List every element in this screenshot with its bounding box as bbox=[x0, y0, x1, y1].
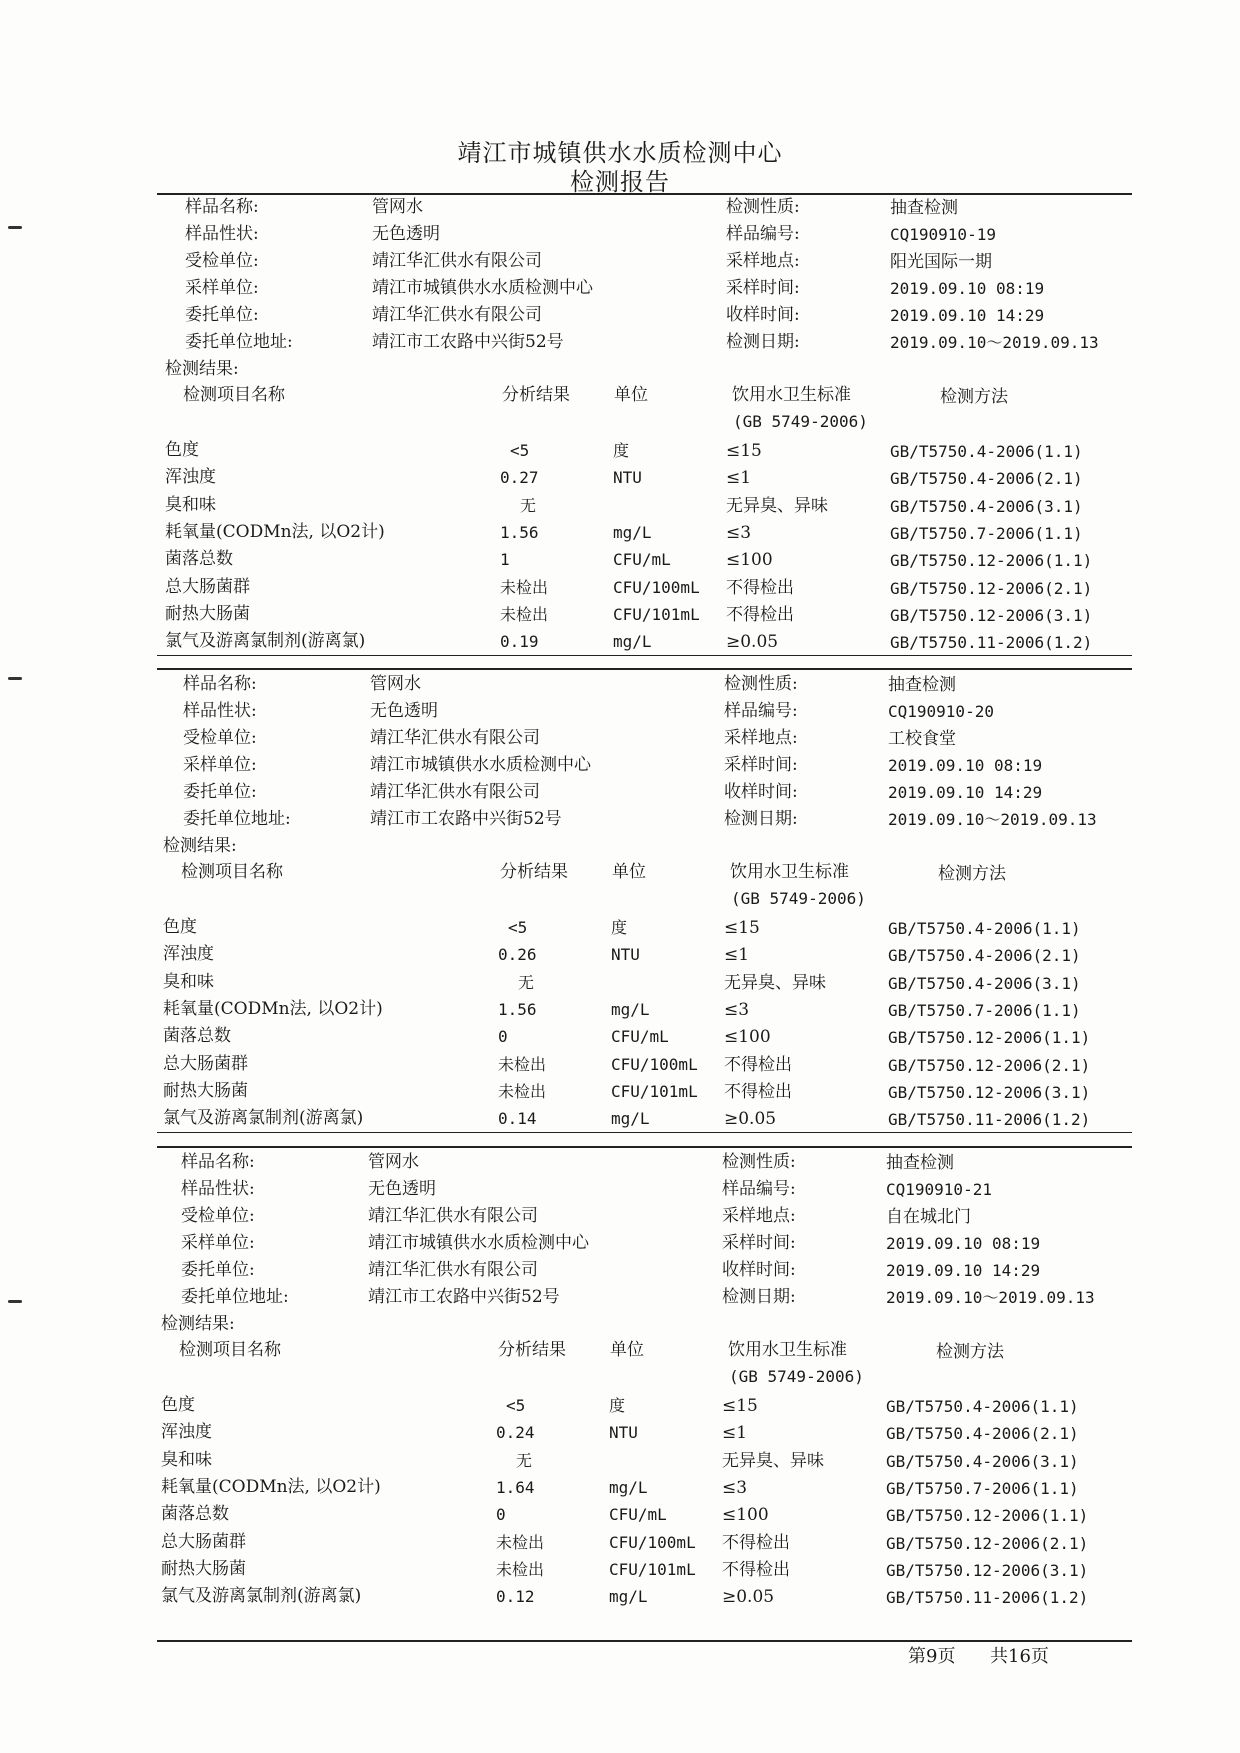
row-method: GB/T5750.4-2006(3.1) bbox=[886, 1451, 1079, 1471]
row-result: 0 bbox=[498, 1027, 508, 1047]
sample-section bbox=[0, 1148, 1236, 1628]
label-sampling-unit: 采样单位: bbox=[183, 755, 257, 775]
value-sampling-time: 2019.09.10 08:19 bbox=[888, 756, 1043, 775]
row-result: 无 bbox=[518, 972, 535, 992]
value-sampling-time: 2019.09.10 08:19 bbox=[886, 1234, 1041, 1253]
value-client-address: 靖江市工农路中兴街52号 bbox=[372, 332, 564, 352]
row-standard: 不得检出 bbox=[726, 604, 794, 625]
row-item: 色度 bbox=[165, 440, 199, 460]
value-sample-state: 无色透明 bbox=[370, 701, 438, 721]
row-method: GB/T5750.12-2006(3.1) bbox=[888, 1082, 1091, 1102]
value-sample-no: CQ190910-21 bbox=[886, 1180, 992, 1199]
label-sampling-time: 采样时间: bbox=[722, 1233, 796, 1253]
row-item: 总大肠菌群 bbox=[165, 576, 250, 597]
row-item: 氯气及游离氯制剂(游离氯) bbox=[165, 631, 366, 652]
value-inspected-unit: 靖江华汇供水有限公司 bbox=[368, 1206, 538, 1226]
label-sampling-time: 采样时间: bbox=[724, 755, 798, 775]
row-standard: 无异臭、异味 bbox=[722, 1450, 824, 1471]
row-method: GB/T5750.4-2006(2.1) bbox=[888, 946, 1081, 966]
row-standard: 不得检出 bbox=[722, 1532, 790, 1553]
row-result: 0.24 bbox=[496, 1423, 535, 1443]
value-sampling-unit: 靖江市城镇供水水质检测中心 bbox=[372, 278, 593, 298]
row-result: <5 bbox=[508, 918, 528, 937]
row-standard: ≤1 bbox=[722, 1423, 748, 1444]
row-method: GB/T5750.12-2006(3.1) bbox=[890, 605, 1093, 625]
row-result: 未检出 bbox=[500, 577, 549, 597]
label-inspected-unit: 受检单位: bbox=[183, 728, 257, 748]
value-test-date: 2019.09.10～2019.09.13 bbox=[890, 333, 1099, 352]
row-standard: ≤3 bbox=[722, 1477, 748, 1498]
label-client-address: 委托单位地址: bbox=[183, 809, 291, 829]
value-client-address: 靖江市工农路中兴街52号 bbox=[368, 1287, 560, 1307]
row-standard: ≤15 bbox=[726, 441, 762, 461]
row-method: GB/T5750.4-2006(1.1) bbox=[890, 442, 1083, 461]
row-standard: ≤3 bbox=[726, 522, 752, 543]
row-result: 0.26 bbox=[498, 945, 537, 965]
label-sample-no: 样品编号: bbox=[724, 701, 798, 721]
value-sample-name: 管网水 bbox=[368, 1152, 419, 1172]
row-unit: mg/L bbox=[611, 999, 650, 1019]
row-method: GB/T5750.12-2006(1.1) bbox=[890, 551, 1093, 571]
col-header-standard: 饮用水卫生标准 bbox=[730, 862, 849, 882]
row-method: GB/T5750.4-2006(1.1) bbox=[886, 1397, 1079, 1416]
value-sampling-time: 2019.09.10 08:19 bbox=[890, 279, 1045, 298]
row-unit: mg/L bbox=[609, 1587, 648, 1607]
row-standard: 无异臭、异味 bbox=[726, 495, 828, 516]
row-standard: ≤100 bbox=[724, 1027, 771, 1048]
row-method: GB/T5750.7-2006(1.1) bbox=[890, 523, 1083, 543]
row-standard: ≤100 bbox=[722, 1505, 769, 1526]
label-test-date: 检测日期: bbox=[722, 1287, 796, 1307]
row-result: 无 bbox=[516, 1450, 533, 1470]
row-item: 臭和味 bbox=[161, 1449, 212, 1470]
value-sample-name: 管网水 bbox=[372, 197, 423, 217]
row-item: 色度 bbox=[161, 1395, 195, 1415]
row-unit: NTU bbox=[611, 945, 640, 965]
row-unit: NTU bbox=[613, 468, 642, 488]
col-header-standard-ref: (GB 5749-2006) bbox=[731, 889, 866, 908]
col-header-standard-ref: (GB 5749-2006) bbox=[729, 1367, 864, 1386]
row-item: 耗氧量(CODMn法, 以O2计) bbox=[161, 1476, 381, 1497]
row-unit: mg/L bbox=[613, 632, 652, 652]
col-header-unit: 单位 bbox=[610, 1340, 644, 1360]
value-sampling-unit: 靖江市城镇供水水质检测中心 bbox=[368, 1233, 589, 1253]
col-header-method: 检测方法 bbox=[940, 387, 1008, 407]
row-unit: NTU bbox=[609, 1423, 638, 1443]
row-unit: CFU/100mL bbox=[613, 577, 700, 597]
row-item: 耗氧量(CODMn法, 以O2计) bbox=[163, 998, 383, 1019]
row-unit: CFU/101mL bbox=[609, 1559, 696, 1579]
label-nature: 检测性质: bbox=[722, 1152, 796, 1172]
label-sampling-time: 采样时间: bbox=[726, 278, 800, 298]
row-standard: ≤3 bbox=[724, 999, 750, 1020]
value-nature: 抽查检测 bbox=[886, 1153, 954, 1173]
row-result: 1.56 bbox=[498, 999, 537, 1019]
row-item: 耐热大肠菌 bbox=[165, 603, 250, 624]
row-method: GB/T5750.12-2006(2.1) bbox=[886, 1533, 1089, 1553]
label-client-address: 委托单位地址: bbox=[185, 332, 293, 352]
row-method: GB/T5750.12-2006(1.1) bbox=[888, 1028, 1091, 1048]
row-unit: CFU/mL bbox=[611, 1027, 669, 1047]
label-sample-state: 样品性状: bbox=[185, 224, 259, 244]
row-item: 臭和味 bbox=[165, 494, 216, 515]
page-number: 第9页 bbox=[908, 1646, 956, 1667]
row-item: 色度 bbox=[163, 917, 197, 937]
row-result: 未检出 bbox=[498, 1081, 547, 1101]
row-result: 0.14 bbox=[498, 1109, 537, 1129]
row-result: <5 bbox=[510, 441, 530, 460]
row-method: GB/T5750.11-2006(1.2) bbox=[888, 1110, 1091, 1130]
row-unit: 度 bbox=[609, 1396, 626, 1415]
row-item: 耐热大肠菌 bbox=[163, 1080, 248, 1101]
row-result: 未检出 bbox=[496, 1532, 545, 1552]
col-header-method: 检测方法 bbox=[936, 1342, 1004, 1362]
value-nature: 抽查检测 bbox=[890, 198, 958, 218]
row-standard: ≤15 bbox=[722, 1396, 758, 1416]
row-unit: mg/L bbox=[611, 1109, 650, 1129]
value-test-date: 2019.09.10～2019.09.13 bbox=[888, 810, 1097, 829]
row-item: 臭和味 bbox=[163, 971, 214, 992]
row-result: 未检出 bbox=[498, 1054, 547, 1074]
label-sampling-site: 采样地点: bbox=[722, 1206, 796, 1226]
row-standard: 无异臭、异味 bbox=[724, 972, 826, 993]
row-result: 未检出 bbox=[496, 1559, 545, 1579]
row-item: 总大肠菌群 bbox=[161, 1531, 246, 1552]
label-sampling-unit: 采样单位: bbox=[181, 1233, 255, 1253]
label-test-date: 检测日期: bbox=[724, 809, 798, 829]
row-item: 浑浊度 bbox=[163, 944, 214, 965]
label-sampling-unit: 采样单位: bbox=[185, 278, 259, 298]
row-item: 总大肠菌群 bbox=[163, 1053, 248, 1074]
value-nature: 抽查检测 bbox=[888, 675, 956, 695]
row-method: GB/T5750.4-2006(2.1) bbox=[890, 469, 1083, 489]
row-unit: CFU/100mL bbox=[609, 1532, 696, 1552]
value-inspected-unit: 靖江华汇供水有限公司 bbox=[370, 728, 540, 748]
value-client-unit: 靖江华汇供水有限公司 bbox=[370, 782, 540, 802]
row-unit: 度 bbox=[613, 441, 630, 460]
value-client-address: 靖江市工农路中兴街52号 bbox=[370, 809, 562, 829]
label-client-unit: 委托单位: bbox=[183, 782, 257, 802]
col-header-unit: 单位 bbox=[612, 862, 646, 882]
row-result: <5 bbox=[506, 1396, 526, 1415]
sample-section bbox=[0, 670, 1238, 1150]
label-receive-time: 收样时间: bbox=[724, 782, 798, 802]
label-sample-state: 样品性状: bbox=[183, 701, 257, 721]
row-method: GB/T5750.12-2006(2.1) bbox=[888, 1055, 1091, 1075]
row-unit: CFU/100mL bbox=[611, 1054, 698, 1074]
row-result: 0.19 bbox=[500, 632, 539, 652]
row-unit: mg/L bbox=[613, 522, 652, 542]
row-result: 0 bbox=[496, 1505, 506, 1525]
row-standard: ≤100 bbox=[726, 550, 773, 571]
col-header-method: 检测方法 bbox=[938, 864, 1006, 884]
label-sample-state: 样品性状: bbox=[181, 1179, 255, 1199]
results-label: 检测结果: bbox=[165, 359, 239, 379]
row-unit: 度 bbox=[611, 918, 628, 937]
value-client-unit: 靖江华汇供水有限公司 bbox=[372, 305, 542, 325]
row-unit: CFU/mL bbox=[613, 550, 671, 570]
row-result: 未检出 bbox=[500, 604, 549, 624]
row-item: 菌落总数 bbox=[163, 1026, 231, 1047]
row-standard: ≤1 bbox=[724, 945, 750, 966]
row-item: 耐热大肠菌 bbox=[161, 1558, 246, 1579]
row-method: GB/T5750.7-2006(1.1) bbox=[886, 1478, 1079, 1498]
report-org: 靖江市城镇供水水质检测中心 bbox=[457, 139, 783, 167]
row-method: GB/T5750.4-2006(3.1) bbox=[890, 496, 1083, 516]
col-header-item: 检测项目名称 bbox=[181, 862, 283, 882]
row-item: 菌落总数 bbox=[165, 549, 233, 570]
label-inspected-unit: 受检单位: bbox=[185, 251, 259, 271]
col-header-standard: 饮用水卫生标准 bbox=[728, 1340, 847, 1360]
value-inspected-unit: 靖江华汇供水有限公司 bbox=[372, 251, 542, 271]
row-standard: 不得检出 bbox=[722, 1559, 790, 1580]
value-sampling-site: 阳光国际一期 bbox=[890, 252, 992, 272]
row-standard: 不得检出 bbox=[724, 1054, 792, 1075]
results-label: 检测结果: bbox=[161, 1314, 235, 1334]
value-sampling-site: 自在城北门 bbox=[886, 1207, 971, 1227]
row-method: GB/T5750.12-2006(3.1) bbox=[886, 1560, 1089, 1580]
col-header-standard-ref: (GB 5749-2006) bbox=[733, 412, 868, 431]
label-client-unit: 委托单位: bbox=[185, 305, 259, 325]
value-receive-time: 2019.09.10 14:29 bbox=[888, 783, 1043, 802]
label-client-unit: 委托单位: bbox=[181, 1260, 255, 1280]
col-header-item: 检测项目名称 bbox=[179, 1340, 281, 1360]
value-receive-time: 2019.09.10 14:29 bbox=[886, 1261, 1041, 1280]
row-standard: ≤1 bbox=[726, 468, 752, 489]
row-standard: 不得检出 bbox=[726, 577, 794, 598]
row-result: 0.27 bbox=[500, 468, 539, 488]
value-test-date: 2019.09.10～2019.09.13 bbox=[886, 1288, 1095, 1307]
label-sample-no: 样品编号: bbox=[722, 1179, 796, 1199]
row-result: 1 bbox=[500, 550, 510, 570]
row-result: 1.56 bbox=[500, 522, 539, 542]
label-sample-name: 样品名称: bbox=[181, 1152, 255, 1172]
row-method: GB/T5750.12-2006(2.1) bbox=[890, 578, 1093, 598]
col-header-result: 分析结果 bbox=[498, 1340, 566, 1360]
row-standard: 不得检出 bbox=[724, 1081, 792, 1102]
row-item: 浑浊度 bbox=[165, 467, 216, 488]
row-method: GB/T5750.11-2006(1.2) bbox=[890, 633, 1093, 653]
row-method: GB/T5750.4-2006(2.1) bbox=[886, 1424, 1079, 1444]
row-method: GB/T5750.4-2006(1.1) bbox=[888, 919, 1081, 938]
value-sample-no: CQ190910-19 bbox=[890, 225, 996, 244]
col-header-standard: 饮用水卫生标准 bbox=[732, 385, 851, 405]
value-receive-time: 2019.09.10 14:29 bbox=[890, 306, 1045, 325]
label-sample-name: 样品名称: bbox=[185, 197, 259, 217]
value-sample-state: 无色透明 bbox=[372, 224, 440, 244]
row-standard: ≤15 bbox=[724, 918, 760, 938]
row-unit: CFU/mL bbox=[609, 1505, 667, 1525]
label-inspected-unit: 受检单位: bbox=[181, 1206, 255, 1226]
label-receive-time: 收样时间: bbox=[722, 1260, 796, 1280]
value-sample-state: 无色透明 bbox=[368, 1179, 436, 1199]
row-result: 无 bbox=[520, 495, 537, 515]
row-unit: CFU/101mL bbox=[611, 1081, 698, 1101]
row-standard: ≥0.05 bbox=[726, 632, 779, 653]
row-unit: CFU/101mL bbox=[613, 604, 700, 624]
col-header-unit: 单位 bbox=[614, 385, 648, 405]
row-item: 耗氧量(CODMn法, 以O2计) bbox=[165, 521, 385, 542]
sample-section bbox=[0, 193, 1240, 673]
row-result: 1.64 bbox=[496, 1477, 535, 1497]
label-sampling-site: 采样地点: bbox=[724, 728, 798, 748]
label-test-date: 检测日期: bbox=[726, 332, 800, 352]
row-method: GB/T5750.4-2006(3.1) bbox=[888, 973, 1081, 993]
label-nature: 检测性质: bbox=[726, 197, 800, 217]
report-title: 检测报告 bbox=[570, 168, 670, 196]
col-header-result: 分析结果 bbox=[502, 385, 570, 405]
value-client-unit: 靖江华汇供水有限公司 bbox=[368, 1260, 538, 1280]
results-label: 检测结果: bbox=[163, 836, 237, 856]
value-sampling-site: 工校食堂 bbox=[888, 729, 956, 749]
row-item: 菌落总数 bbox=[161, 1504, 229, 1525]
row-item: 氯气及游离氯制剂(游离氯) bbox=[163, 1108, 364, 1129]
row-item: 浑浊度 bbox=[161, 1422, 212, 1443]
value-sample-name: 管网水 bbox=[370, 674, 421, 694]
footer-rule bbox=[157, 1640, 1132, 1642]
col-header-item: 检测项目名称 bbox=[183, 385, 285, 405]
label-sample-name: 样品名称: bbox=[183, 674, 257, 694]
row-method: GB/T5750.11-2006(1.2) bbox=[886, 1588, 1089, 1608]
value-sampling-unit: 靖江市城镇供水水质检测中心 bbox=[370, 755, 591, 775]
value-sample-no: CQ190910-20 bbox=[888, 702, 994, 721]
col-header-result: 分析结果 bbox=[500, 862, 568, 882]
row-unit: mg/L bbox=[609, 1477, 648, 1497]
row-result: 0.12 bbox=[496, 1587, 535, 1607]
page-total: 共16页 bbox=[990, 1646, 1049, 1667]
label-client-address: 委托单位地址: bbox=[181, 1287, 289, 1307]
row-item: 氯气及游离氯制剂(游离氯) bbox=[161, 1586, 362, 1607]
label-sample-no: 样品编号: bbox=[726, 224, 800, 244]
row-method: GB/T5750.7-2006(1.1) bbox=[888, 1000, 1081, 1020]
row-standard: ≥0.05 bbox=[724, 1109, 777, 1130]
row-standard: ≥0.05 bbox=[722, 1587, 775, 1608]
label-receive-time: 收样时间: bbox=[726, 305, 800, 325]
row-method: GB/T5750.12-2006(1.1) bbox=[886, 1506, 1089, 1526]
label-sampling-site: 采样地点: bbox=[726, 251, 800, 271]
label-nature: 检测性质: bbox=[724, 674, 798, 694]
